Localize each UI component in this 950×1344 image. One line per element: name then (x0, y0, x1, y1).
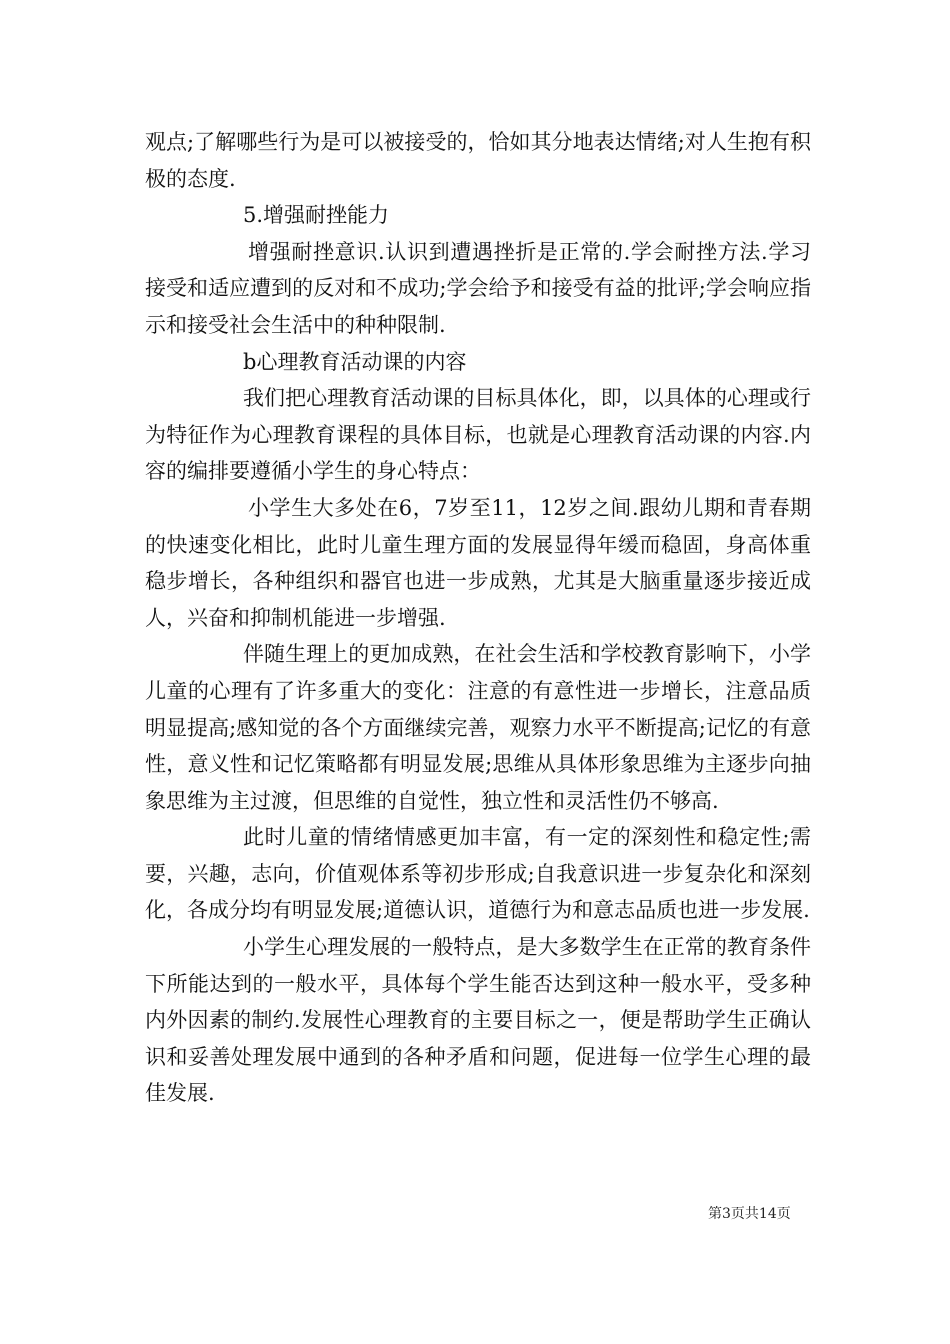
section-heading-5: 5.增强耐挫能力 (243, 203, 390, 228)
paragraph-9: 小学生心理发展的一般特点，是大多数学生在正常的教育条件下所能达到的一般水平，具体每个学生能否达到这种一般水平，受多种内外因素的制约.发展性心理教育的主要目标之一，便是帮助学生正确认识和妥善处理发展中通到的各种矛盾和问题，促进每一位学生心理的最佳发展. (145, 935, 811, 1106)
paragraph-7: 伴随生理上的更加成熟，在社会生活和学校教育影响下，小学儿童的心理有了许多重大的变化：注意的有意性进一步增长，注意品质明显提高;感知觉的各个方面继续完善，观察力水平不断提高;记忆的有意性，意义性和记忆策略都有明显发展;思维从具体形象思维为主逐步向抽象思维为主过渡，但思维的自觉性，独立性和灵活性仍不够高. (145, 642, 811, 813)
section-heading-b: b心理教育活动课的内容 (243, 349, 467, 374)
paragraph-6: 小学生大多处在6，7岁至11，12岁之间.跟幼儿期和青春期的快速变化相比，此时儿童生理方面的发展显得年缓而稳固，身高体重稳步增长，各种组织和器官也进一步成熟，尤其是大脑重量逐步接近成人，兴奋和抑制机能进一步增强. (145, 495, 811, 630)
paragraph-8: 此时儿童的情绪情感更加丰富，有一定的深刻性和稳定性;需要，兴趣，志向，价值观体系等初步形成;自我意识进一步复杂化和深刻化，各成分均有明显发展;道德认识，道德行为和意志品质也进一步发展. (145, 825, 811, 923)
paragraph-1: 观点;了解哪些行为是可以被接受的，恰如其分地表达情绪;对人生抱有积极的态度. (145, 130, 811, 191)
document-body (145, 124, 811, 1112)
page-number-footer: 第3页共14页 (708, 1206, 791, 1222)
paragraph-5: 我们把心理教育活动课的目标具体化，即，以具体的心理或行为特征作为心理教育课程的具体目标，也就是心理教育活动课的内容.内容的编排要遵循小学生的身心特点： (145, 386, 811, 484)
paragraph-3: 增强耐挫意识.认识到遭遇挫折是正常的.学会耐挫方法.学习接受和适应遭到的反对和不成功;学会给予和接受有益的批评;学会响应指示和接受社会生活中的种种限制. (145, 239, 811, 337)
